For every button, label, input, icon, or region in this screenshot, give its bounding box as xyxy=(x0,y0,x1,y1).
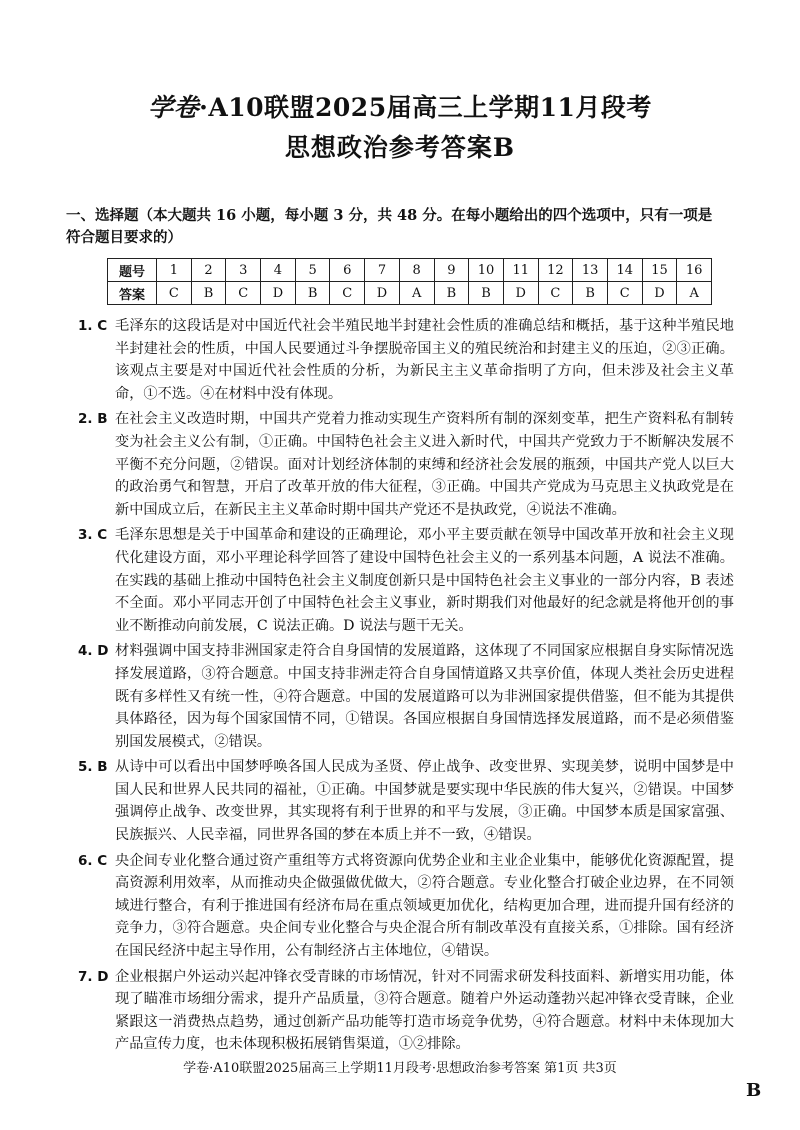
explanation-item xyxy=(78,640,734,753)
explanation-number: 6. C xyxy=(78,852,108,869)
corner-mark: B xyxy=(746,1080,762,1101)
page-footer: 学卷·A10联盟2025届高三上学期11月段考·思想政治参考答案 第1页 共3页 xyxy=(183,1061,617,1076)
answer-cell: B xyxy=(434,282,469,305)
answer-cell: C xyxy=(538,282,573,305)
question-number: 9 xyxy=(434,259,469,282)
explanation-item xyxy=(78,524,734,637)
question-number: 13 xyxy=(573,259,608,282)
section-heading: 一、选择题（本大题共 16 小题，每小题 3 分，共 48 分。在每小题给出的四个选项中，只有一项是符合题目要求的） xyxy=(66,207,713,246)
explanation-text: 企业根据户外运动兴起冲锋衣受青睐的市场情况，针对不同需求研发科技面料、新增实用功能，体现了瞄准市场细分需求，提升产品质量，③符合题意。随着户外运动蓬勃兴起冲锋衣受青睐，企业紧跟这一消费热点趋势，通过创新产品功能等打造市场竞争优势，④符合题意。材料中未体现加大产品宣传力度，也未体现积极拓展销售渠道，①②排除。 xyxy=(115,968,734,1053)
explanation-number: 7. D xyxy=(78,968,109,985)
question-number: 12 xyxy=(538,259,573,282)
answer-cell: B xyxy=(191,282,226,305)
question-number: 3 xyxy=(226,259,261,282)
answer-cell: B xyxy=(295,282,330,305)
explanation-item xyxy=(78,850,734,963)
explanation-text: 材料强调中国支持非洲国家走符合自身国情的发展道路，这体现了不同国家应根据自身实际情况选择发展道路，③符合题意。中国支持非洲走符合自身国情道路又共享价值，体现人类社会历史进程既有多样性又有统一性，④符合题意。中国的发展道路可以为非洲国家提供借鉴，但不能为其提供具体路径，因为每个国家国情不同，①错误。各国应根据自身国情选择发展道路，而不是必须借鉴别国发展模式，②错误。 xyxy=(115,643,734,750)
answer-cell: D xyxy=(642,282,677,305)
answer-cell: B xyxy=(573,282,608,305)
answer-cell: C xyxy=(330,282,365,305)
page-title xyxy=(0,88,800,124)
explanation-item xyxy=(78,756,734,846)
question-number: 2 xyxy=(191,259,226,282)
explanation-number: 1. C xyxy=(78,318,108,334)
explanation-number: 3. C xyxy=(78,527,108,544)
answer-table-number-row xyxy=(108,259,712,282)
answer-cell: C xyxy=(157,282,192,305)
answer-cell: B xyxy=(469,282,504,305)
question-number: 11 xyxy=(503,259,538,282)
question-number: 8 xyxy=(399,259,434,282)
row-label-number: 题号 xyxy=(108,259,157,282)
question-number: 5 xyxy=(295,259,330,282)
explanation-item xyxy=(78,408,734,521)
explanation-text: 在社会主义改造时期，中国共产党着力推动实现生产资料所有制的深刻变革，把生产资料私有制转变为社会主义公有制，①正确。中国特色社会主义进入新时代，中国共产党致力于不断解决发展不平衡不充分问题，②错误。面对计划经济体制的束缚和经济社会发展的瓶颈，中国共产党人以巨大的政治勇气和智慧，开启了改革开放的伟大征程，③正确。中国共产党成为马克思主义执政党是在新中国成立后，在新民主主义革命时期中国共产党还不是执政党，④说法不准确。 xyxy=(115,411,734,518)
answer-table xyxy=(107,258,712,305)
answer-cell: C xyxy=(226,282,261,305)
question-number: 7 xyxy=(365,259,400,282)
explanation-number: 5. B xyxy=(78,759,108,776)
answer-cell: D xyxy=(261,282,296,305)
explanations xyxy=(78,315,734,1059)
answer-cell: A xyxy=(677,282,712,305)
page-subtitle: 思想政治参考答案B xyxy=(284,133,516,162)
row-label-answer: 答案 xyxy=(108,282,157,305)
explanation-text: 毛泽东思想是关于中国革命和建设的正确理论，邓小平主要贡献在领导中国改革开放和社会主义现代化建设方面，邓小平理论科学回答了建设中国特色社会主义的一系列基本问题，A 说法不准确。在实践的基础上推动中国特色社会主义制度创新只是中国特色社会主义事业的一部分内容，B 表述不全面。邓小平同志开创了中国特色社会主义事业，新时期我们对他最好的纪念就是将他开创的事业不断推动向前发展，C 说法正确。D 说法与题干无关。 xyxy=(115,527,734,634)
answer-cell: A xyxy=(399,282,434,305)
answer-cell: C xyxy=(607,282,642,305)
question-number: 4 xyxy=(261,259,296,282)
question-number: 6 xyxy=(330,259,365,282)
explanation-text: 从诗中可以看出中国梦呼唤各国人民成为圣贤、停止战争、改变世界、实现美梦，说明中国梦是中国人民和世界人民共同的福祉，①正确。中国梦就是要实现中华民族的伟大复兴，②错误。中国梦强调停止战争、改变世界，其实现将有利于世界的和平与发展，③正确。中国梦本质是国家富强、民族振兴、人民幸福，同世界各国的梦在本质上并不一致，④错误。 xyxy=(115,759,734,844)
answer-table-answer-row xyxy=(108,282,712,305)
explanation-number: 4. D xyxy=(78,643,109,660)
question-number: 10 xyxy=(469,259,504,282)
question-number: 1 xyxy=(157,259,192,282)
explanation-number: 2. B xyxy=(78,411,108,428)
answer-cell: D xyxy=(503,282,538,305)
logo: 学卷 xyxy=(148,93,200,122)
question-number: 16 xyxy=(677,259,712,282)
question-number: 14 xyxy=(607,259,642,282)
question-number: 15 xyxy=(642,259,677,282)
title-line-1: ·A10联盟2025届高三上学期11月段考 xyxy=(199,93,652,122)
explanation-text: 毛泽东的这段话是对中国近代社会半殖民地半封建社会性质的准确总结和概括，基于这种半殖民地半封建社会的性质，中国人民要通过斗争摆脱帝国主义的殖民统治和封建主义的压迫，②③正确。该观点主要是对中国近代社会性质的分析，为新民主主义革命指明了方向，但未涉及社会主义革命，①不选。④在材料中没有体现。 xyxy=(115,318,734,402)
answer-cell: D xyxy=(365,282,400,305)
explanation-item xyxy=(78,315,734,405)
explanation-text: 央企间专业化整合通过资产重组等方式将资源向优势企业和主业企业集中，能够优化资源配置，提高资源利用效率，从而推动央企做强做优做大，②符合题意。专业化整合打破企业边界，在不同领域进行整合，有利于推进国有经济布局在重点领域更加优化，结构更加合理，进而提升国有经济的竞争力，③符合题意。央企间专业化整合与央企混合所有制改革没有直接关系，①排除。国有经济在国民经济中起主导作用，公有制经济占主体地位，④错误。 xyxy=(115,852,734,960)
explanation-item xyxy=(78,966,734,1056)
